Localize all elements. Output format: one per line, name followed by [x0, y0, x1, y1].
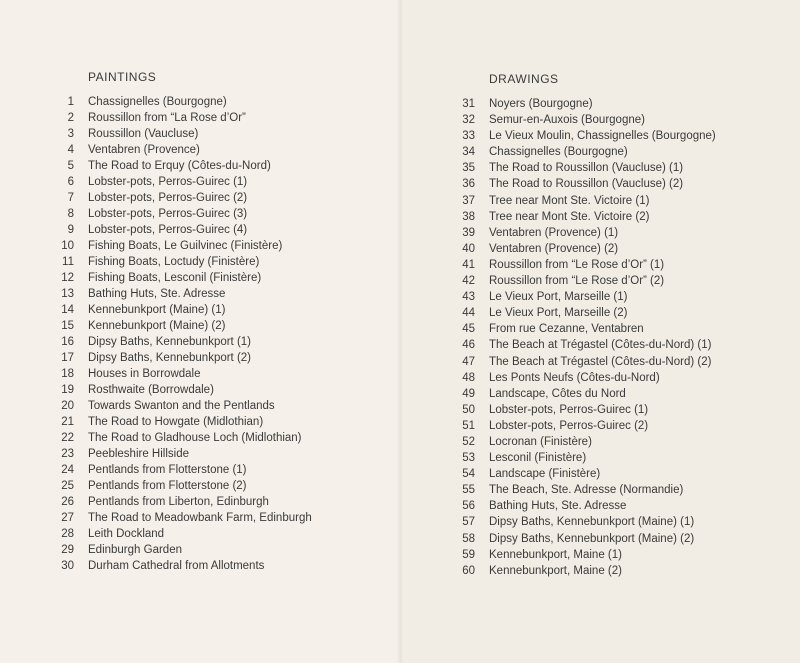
item-title: Dipsy Baths, Kennebunkport (Maine) (1) [489, 516, 695, 529]
item-title: Tree near Mont Ste. Victoire (1) [489, 194, 650, 207]
list-item [50, 126, 312, 142]
item-number: 35 [462, 162, 475, 175]
item-title: Roussillon (Vaucluse) [88, 128, 199, 140]
item-title: Ventabren (Provence) (2) [489, 242, 619, 255]
item-title: Kennebunkport (Maine) (1) [88, 304, 226, 316]
list-item [451, 547, 716, 563]
item-title: Fishing Boats, Loctudy (Finistère) [88, 256, 260, 268]
list-item [50, 302, 312, 318]
item-title: Durham Cathedral from Allotments [88, 560, 265, 572]
item-title: The Road to Meadowbank Farm, Edinburgh [88, 512, 312, 524]
item-title: Pentlands from Flotterstone (1) [88, 464, 247, 476]
list-item [451, 176, 716, 192]
list-item [451, 418, 716, 434]
item-title: Lobster-pots, Perros-Guirec (4) [88, 224, 248, 236]
item-number: 52 [462, 435, 475, 448]
drawings-column [451, 68, 716, 579]
list-item [451, 370, 716, 386]
item-number: 45 [462, 323, 475, 336]
item-number: 2 [67, 112, 74, 124]
item-title: Rosthwaite (Borrowdale) [88, 384, 214, 396]
item-title: Bathing Huts, Ste. Adresse [88, 288, 226, 300]
item-number: 41 [462, 258, 475, 271]
item-title: Le Vieux Moulin, Chassignelles (Bourgogne) [489, 130, 716, 143]
item-title: Les Ponts Neufs (Côtes-du-Nord) [489, 371, 660, 384]
item-title: Kennebunkport, Maine (2) [489, 564, 622, 577]
list-item [451, 354, 716, 370]
item-number: 20 [61, 400, 74, 412]
list-item [50, 366, 312, 382]
item-number: 24 [61, 464, 74, 476]
item-title: Le Vieux Port, Marseille (1) [489, 291, 628, 304]
item-title: Landscape (Finistère) [489, 468, 601, 481]
item-title: The Road to Roussillon (Vaucluse) (1) [489, 162, 684, 175]
item-number: 22 [61, 432, 74, 444]
paintings-column [50, 66, 312, 574]
item-number: 29 [61, 544, 74, 556]
item-number: 16 [61, 336, 74, 348]
item-title: Bathing Huts, Ste. Adresse [489, 500, 627, 513]
list-item [50, 558, 312, 574]
item-title: Dipsy Baths, Kennebunkport (2) [88, 352, 252, 364]
item-number: 14 [61, 304, 74, 316]
list-item [50, 526, 312, 542]
item-number: 11 [62, 256, 74, 268]
list-item [50, 414, 312, 430]
item-number: 44 [462, 307, 475, 320]
paintings-heading: PAINTINGS [88, 70, 157, 84]
item-title: Dipsy Baths, Kennebunkport (Maine) (2) [489, 532, 695, 545]
list-item [451, 160, 716, 176]
list-item [451, 144, 716, 160]
list-item [451, 337, 716, 353]
item-title: The Beach at Trégastel (Côtes-du-Nord) (2) [489, 355, 712, 368]
list-item [451, 466, 716, 482]
list-item [451, 128, 716, 144]
item-number: 1 [67, 96, 74, 108]
list-item [50, 142, 312, 158]
item-number: 17 [61, 352, 74, 364]
list-item [50, 174, 312, 190]
list-item [451, 482, 716, 498]
item-title: Fishing Boats, Le Guilvinec (Finistère) [88, 240, 283, 252]
list-item [451, 386, 716, 402]
item-title: From rue Cezanne, Ventabren [489, 323, 644, 336]
item-title: Semur-en-Auxois (Bourgogne) [489, 114, 645, 127]
item-number: 58 [462, 532, 475, 545]
item-number: 42 [462, 275, 475, 288]
list-item [50, 398, 312, 414]
item-number: 28 [61, 528, 74, 540]
item-number: 18 [61, 368, 74, 380]
item-number: 50 [462, 403, 475, 416]
item-title: Pentlands from Flotterstone (2) [88, 480, 247, 492]
list-item [50, 318, 312, 334]
item-number: 33 [462, 130, 475, 143]
list-item [451, 289, 716, 305]
list-item [451, 209, 716, 225]
list-item [50, 190, 312, 206]
item-title: Kennebunkport (Maine) (2) [88, 320, 226, 332]
page-fold [397, 0, 403, 663]
list-item [50, 238, 312, 254]
item-title: Fishing Boats, Lesconil (Finistère) [88, 272, 262, 284]
item-title: Le Vieux Port, Marseille (2) [489, 307, 628, 320]
list-item [50, 350, 312, 366]
item-number: 60 [462, 564, 475, 577]
list-item [50, 446, 312, 462]
item-number: 30 [61, 560, 74, 572]
item-number: 23 [61, 448, 74, 460]
item-title: Chassignelles (Bourgogne) [88, 96, 227, 108]
item-number: 37 [462, 194, 475, 207]
list-item [50, 510, 312, 526]
item-number: 53 [462, 452, 475, 465]
list-item [451, 498, 716, 514]
item-title: Landscape, Côtes du Nord [489, 387, 626, 400]
list-item [451, 321, 716, 337]
item-title: Locronan (Finistère) [489, 435, 592, 448]
item-number: 48 [462, 371, 475, 384]
list-item [50, 462, 312, 478]
item-number: 9 [67, 224, 74, 236]
item-title: The Beach, Ste. Adresse (Normandie) [489, 484, 684, 497]
list-item [50, 286, 312, 302]
list-item [451, 305, 716, 321]
item-number: 3 [67, 128, 74, 140]
item-title: The Road to Erquy (Côtes-du-Nord) [88, 160, 271, 172]
item-title: Roussillon from “La Rose d’Or” [88, 112, 246, 124]
list-item [50, 270, 312, 286]
list-item [50, 222, 312, 238]
item-number: 39 [462, 226, 475, 239]
item-number: 59 [462, 548, 475, 561]
item-title: Lobster-pots, Perros-Guirec (2) [489, 419, 649, 432]
item-number: 26 [61, 496, 74, 508]
item-title: Towards Swanton and the Pentlands [88, 400, 275, 412]
item-number: 15 [61, 320, 74, 332]
list-item [50, 494, 312, 510]
item-title: Leith Dockland [88, 528, 165, 540]
item-number: 6 [67, 176, 74, 188]
item-number: 32 [462, 114, 475, 127]
item-title: Chassignelles (Bourgogne) [489, 146, 628, 159]
item-title: Peebleshire Hillside [88, 448, 189, 460]
item-number: 34 [462, 146, 475, 159]
item-title: Kennebunkport, Maine (1) [489, 548, 622, 561]
list-item [50, 158, 312, 174]
item-title: Lesconil (Finistère) [489, 452, 587, 465]
item-title: Edinburgh Garden [88, 544, 182, 556]
drawings-list [451, 96, 716, 579]
list-item [451, 96, 716, 112]
list-item [451, 257, 716, 273]
item-number: 54 [462, 468, 475, 481]
item-number: 19 [61, 384, 74, 396]
item-title: Lobster-pots, Perros-Guirec (1) [489, 403, 649, 416]
item-title: Lobster-pots, Perros-Guirec (1) [88, 176, 248, 188]
item-title: Ventabren (Provence) [88, 144, 200, 156]
list-item [451, 273, 716, 289]
list-item [50, 542, 312, 558]
item-number: 43 [462, 291, 475, 304]
item-title: Noyers (Bourgogne) [489, 98, 593, 110]
item-number: 46 [462, 339, 475, 352]
item-number: 55 [462, 484, 475, 497]
item-title: Lobster-pots, Perros-Guirec (3) [88, 208, 248, 220]
item-number: 38 [462, 210, 475, 223]
list-item [50, 430, 312, 446]
item-number: 57 [462, 516, 475, 529]
item-number: 31 [462, 98, 475, 110]
list-item [451, 434, 716, 450]
item-title: Pentlands from Liberton, Edinburgh [88, 496, 269, 508]
item-number: 47 [462, 355, 475, 368]
paintings-list [50, 94, 312, 574]
item-number: 4 [67, 144, 74, 156]
item-number: 5 [67, 160, 74, 172]
item-number: 25 [61, 480, 74, 492]
item-title: Tree near Mont Ste. Victoire (2) [489, 210, 650, 223]
list-item [50, 206, 312, 222]
item-number: 27 [61, 512, 74, 524]
list-item [451, 402, 716, 418]
item-title: Houses in Borrowdale [88, 368, 201, 380]
item-number: 12 [61, 272, 74, 284]
item-title: The Road to Roussillon (Vaucluse) (2) [489, 178, 684, 191]
item-number: 7 [67, 192, 74, 204]
list-item [50, 382, 312, 398]
item-title: Roussillon from “Le Rose d’Or” (2) [489, 275, 665, 288]
item-number: 40 [462, 242, 475, 255]
list-item [451, 514, 716, 530]
item-number: 8 [67, 208, 74, 220]
list-item [451, 450, 716, 466]
list-item [451, 225, 716, 241]
item-title: The Beach at Trégastel (Côtes-du-Nord) (1) [489, 339, 712, 352]
list-item [451, 193, 716, 209]
item-title: The Road to Howgate (Midlothian) [88, 416, 264, 428]
list-item [50, 478, 312, 494]
list-item [50, 94, 312, 110]
item-title: Dipsy Baths, Kennebunkport (1) [88, 336, 252, 348]
item-title: The Road to Gladhouse Loch (Midlothian) [88, 432, 302, 444]
list-item [50, 254, 312, 270]
item-title: Roussillon from “Le Rose d’Or” (1) [489, 258, 665, 271]
item-number: 49 [462, 387, 475, 400]
item-number: 51 [462, 419, 475, 432]
list-item [50, 334, 312, 350]
item-number: 13 [61, 288, 74, 300]
list-item [451, 531, 716, 547]
list-item [50, 110, 312, 126]
list-item [451, 563, 716, 579]
item-number: 36 [462, 178, 475, 191]
list-item [451, 112, 716, 128]
drawings-heading: DRAWINGS [489, 72, 559, 86]
item-number: 56 [462, 500, 475, 513]
item-number: 10 [61, 240, 74, 252]
item-title: Ventabren (Provence) (1) [489, 226, 619, 239]
item-title: Lobster-pots, Perros-Guirec (2) [88, 192, 248, 204]
list-item [451, 241, 716, 257]
item-number: 21 [61, 416, 74, 428]
